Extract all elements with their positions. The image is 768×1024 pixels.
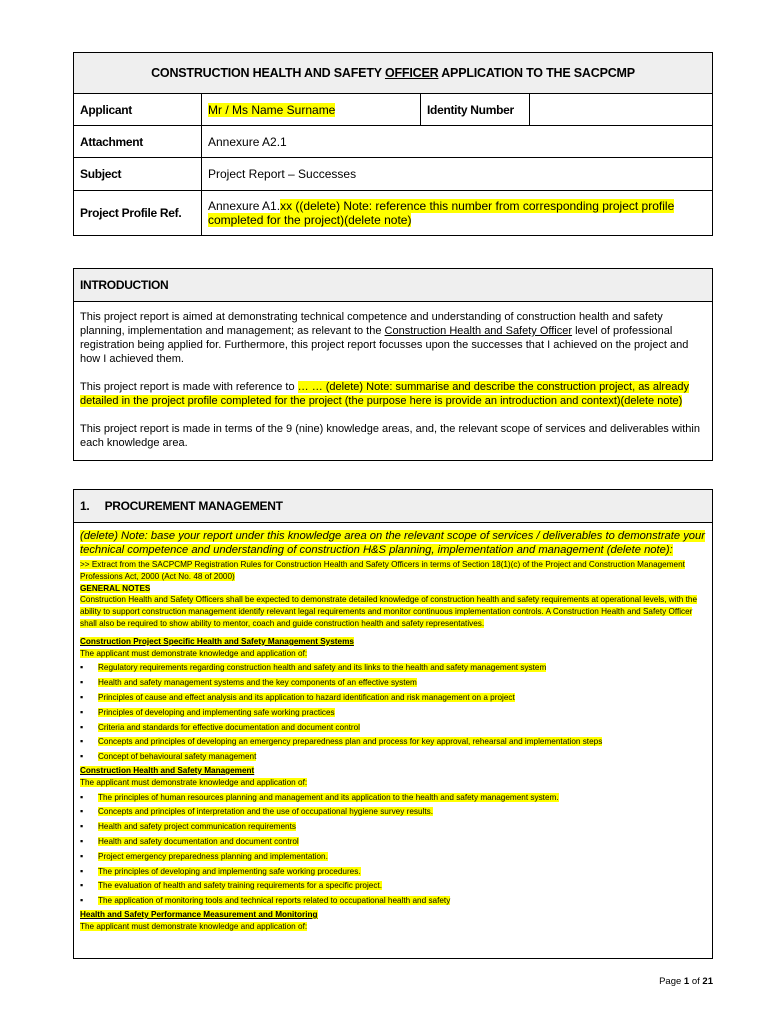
section1-title-text: Construction Project Specific Health and Safety Management Systems <box>80 636 354 646</box>
list-item-text: Concept of behavioural safety management <box>98 752 257 762</box>
intro-paragraph-1 <box>80 310 706 366</box>
title-underlined-part: OFFICER <box>384 66 439 80</box>
list-item <box>80 792 706 804</box>
application-header-table <box>73 52 713 236</box>
page-total: 21 <box>702 976 713 987</box>
procurement-body[interactable] <box>74 523 712 937</box>
list-item <box>80 677 706 689</box>
list-item-text: Criteria and standards for effective documentation and document control <box>98 722 360 732</box>
general-notes-label-text: GENERAL NOTES <box>80 583 151 593</box>
identity-number-value[interactable] <box>530 94 713 126</box>
applicant-value: Mr / Ms Name Surname <box>208 102 336 117</box>
attachment-label: Attachment <box>74 126 202 158</box>
registration-rules-extract <box>80 559 706 583</box>
list-item-text: Health and safety project communication requirements <box>98 822 296 832</box>
list-item <box>80 662 706 674</box>
subject-label: Subject <box>74 158 202 191</box>
title-part-2: APPLICATION TO THE SACPCMP <box>438 66 635 80</box>
section-title-performance-monitoring <box>80 909 706 921</box>
list-item <box>80 851 706 863</box>
list-item <box>80 866 706 878</box>
list-item <box>80 880 706 892</box>
section3-intro-text: The applicant must demonstrate knowledge and application of: <box>80 921 308 931</box>
list-item <box>80 895 706 907</box>
procurement-heading: 1. PROCUREMENT MANAGEMENT <box>74 490 712 523</box>
list-item <box>80 722 706 734</box>
applicant-label: Applicant <box>74 94 202 126</box>
section3-title-text: Health and Safety Performance Measurement and Monitoring <box>80 909 318 919</box>
list-item-text: The principles of developing and implementing safe working procedures. <box>98 866 361 876</box>
general-notes-text <box>80 594 706 629</box>
intro-paragraph-2 <box>80 380 706 408</box>
introduction-section <box>73 268 713 461</box>
intro-p2-text: This project report is made with reference to <box>80 381 298 393</box>
list-item-text: Regulatory requirements regarding construction health and safety and its links to the health and safety management system <box>98 663 547 673</box>
section2-intro <box>80 777 706 789</box>
list-item <box>80 692 706 704</box>
introduction-body[interactable] <box>74 302 712 456</box>
extract-text: >> Extract from the SACPCMP Registration Rules for Construction Health and Safety Officers in terms of Section 18(1)(c) of the Project and Construction Management Professions Act, 2000 (Act No. 48 of 2000) <box>80 560 685 581</box>
list-item-text: The application of monitoring tools and technical reports related to occupational health and safety <box>98 896 451 906</box>
section-title-hs-management <box>80 765 706 777</box>
list-item-text: The principles of human resources planning and management and its application to the health and safety management system. <box>98 792 559 802</box>
list-item-text: Principles of cause and effect analysis and its application to hazard identification and risk management on a project <box>98 692 515 702</box>
procurement-management-section <box>73 489 713 959</box>
procurement-note <box>80 529 706 557</box>
list-item-text: Health and safety management systems and the key components of an effective system <box>98 678 417 688</box>
section1-intro <box>80 648 706 660</box>
intro-p1-underlined: Construction Health and Safety Officer <box>384 325 573 337</box>
attachment-value[interactable]: Annexure A2.1 <box>202 126 713 158</box>
list-item <box>80 751 706 763</box>
list-item <box>80 806 706 818</box>
list-item <box>80 707 706 719</box>
section2-list <box>80 792 706 907</box>
page-number-footer <box>659 976 713 987</box>
general-notes-label <box>80 583 706 595</box>
section1-list <box>80 662 706 763</box>
list-item-text: Principles of developing and implementing safe working practices <box>98 707 335 717</box>
intro-p2-note: … … (delete) Note: summarise and describe the construction project, as already detailed in the project profile completed for the project (the purpose here is provide an introduction and context)(delete note) <box>80 381 689 407</box>
list-item-text: Concepts and principles of developing an emergency preparedness plan and process for key approval, rehearsal and implementation steps <box>98 737 603 747</box>
page-current: 1 <box>683 976 690 987</box>
profile-prefix: Annexure A1. <box>208 199 281 213</box>
identity-number-label: Identity Number <box>421 94 530 126</box>
project-profile-value[interactable] <box>202 191 713 236</box>
section-title-hs-management-systems <box>80 636 706 648</box>
list-item-text: Concepts and principles of interpretation and the use of occupational hygiene survey results. <box>98 807 433 817</box>
list-item-text: Health and safety documentation and document control <box>98 836 299 846</box>
procurement-note-text: (delete) Note: base your report under this knowledge area on the relevant scope of services / deliverables to demonstrate your technical competence and understanding of construction H&S planning, implementation and management (delete note): <box>80 530 705 556</box>
document-title <box>74 53 713 94</box>
section2-intro-text: The applicant must demonstrate knowledge and application of: <box>80 777 308 787</box>
list-item <box>80 836 706 848</box>
subject-value[interactable]: Project Report – Successes <box>202 158 713 191</box>
list-item-text: The evaluation of health and safety training requirements for a specific project. <box>98 881 382 891</box>
title-part-1: CONSTRUCTION HEALTH AND SAFETY <box>151 66 385 80</box>
list-item-text: Project emergency preparedness planning and implementation. <box>98 851 328 861</box>
section1-intro-text: The applicant must demonstrate knowledge and application of: <box>80 648 308 658</box>
applicant-value-cell[interactable] <box>202 94 421 126</box>
intro-paragraph-3: This project report is made in terms of the 9 (nine) knowledge areas, and, the relevant scope of services and deliverables within each knowledge area. <box>80 423 700 449</box>
page-label: Page <box>659 976 684 987</box>
list-item <box>80 736 706 748</box>
list-item <box>80 821 706 833</box>
project-profile-label: Project Profile Ref. <box>74 191 202 236</box>
general-notes-body: Construction Health and Safety Officers shall be expected to demonstrate detailed knowledge of construction health and safety requirements at operational levels, with the ability to support construction management identify relevant legal requirements and monitor continuous implementation controls. A Construction Health and Safety Officer shall also be required to show ability to mentor, coach and guide construction health and safety representatives. <box>80 595 698 628</box>
intro-p1-text: This project report is aimed at demonstrating technical competence and understanding of construction health and safety planning, implementation and management; as relevant to the <box>80 311 663 337</box>
introduction-heading: INTRODUCTION <box>74 269 712 302</box>
section2-title-text: Construction Health and Safety Management <box>80 765 255 775</box>
intro-p1-text-end: level of professional registration being applied for. Furthermore, this project report focusses upon the successes that I achieved on the project and how I achieved them. <box>80 325 689 365</box>
section3-intro <box>80 921 706 933</box>
page-of-label: of <box>689 976 703 987</box>
profile-note: xx ((delete) Note: reference this number from corresponding project profile completed for the project)(delete note) <box>208 199 675 227</box>
